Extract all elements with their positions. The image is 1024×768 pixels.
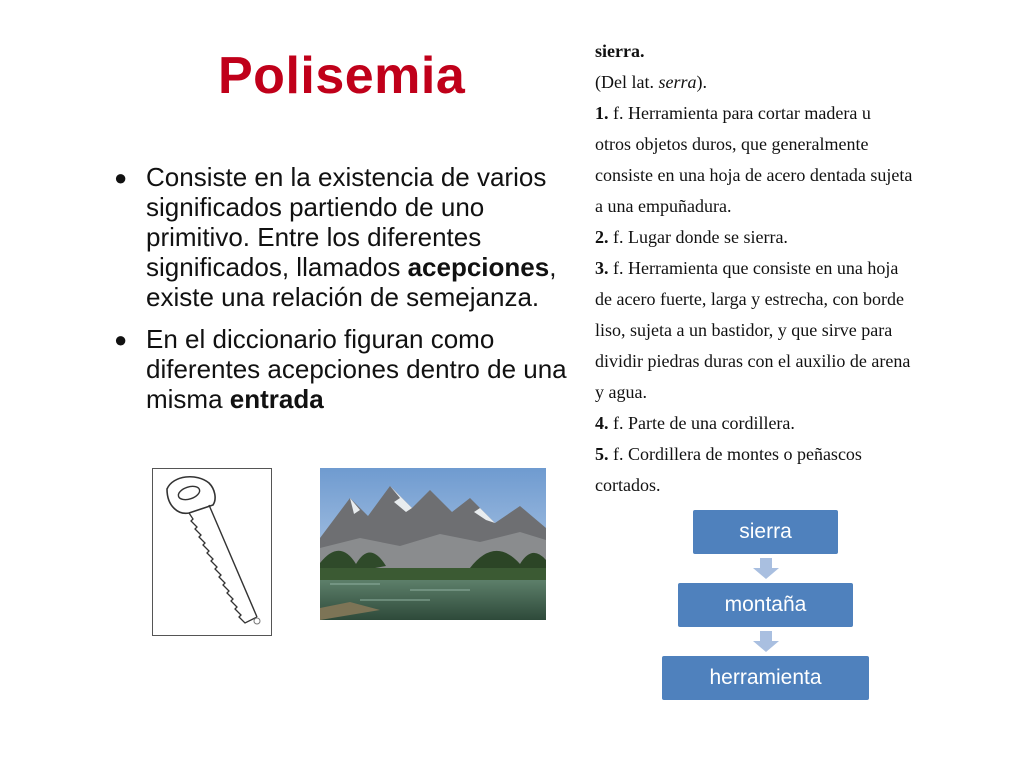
sense-number: 1.	[595, 103, 609, 123]
bullet-dot-icon: ●	[114, 165, 128, 190]
saw-image	[152, 468, 272, 636]
sense-number: 3.	[595, 258, 609, 278]
sense-3-cont: y agua.	[595, 382, 647, 402]
bullet-item	[112, 162, 574, 312]
bullet-text-bold: acepciones	[407, 252, 550, 282]
sense-1-cont: otros objetos duros, que generalmente	[595, 134, 869, 154]
sense-3-cont: dividir piedras duras con el auxilio de arena	[595, 351, 911, 371]
flow-box-sierra: sierra	[693, 510, 838, 554]
bullet-dot-icon: ●	[114, 327, 128, 352]
etymology-pre: (Del lat.	[595, 72, 659, 92]
saw-icon	[153, 469, 271, 635]
sense-1-cont: a una empuñadura.	[595, 196, 732, 216]
etymology-word: serra	[658, 72, 697, 92]
dictionary-entry	[595, 36, 1015, 501]
bullet-item	[112, 324, 574, 414]
etymology	[595, 67, 1015, 98]
sense-5-cont: cortados.	[595, 475, 661, 495]
sense-2	[595, 222, 1015, 253]
sense-3	[595, 253, 1015, 284]
flow-box-herramienta: herramienta	[662, 656, 869, 700]
mountain-photo	[320, 468, 546, 620]
down-arrow-icon	[752, 558, 780, 580]
sense-5	[595, 439, 1015, 470]
sense-text: f. Lugar donde se sierra.	[608, 227, 788, 247]
sense-4	[595, 408, 1015, 439]
bullet-text-pre: Consiste en la existencia de varios significados partiendo de uno primitivo. Entre los diferentes significados, llamados	[146, 162, 547, 282]
down-arrow-icon	[752, 631, 780, 653]
headword	[595, 36, 1015, 67]
flow-box-montana: montaña	[678, 583, 853, 627]
bullet-list	[112, 162, 574, 426]
sense-3-cont: liso, sujeta a un bastidor, y que sirve para	[595, 320, 893, 340]
sense-number: 2.	[595, 227, 609, 247]
sense-3-cont: de acero fuerte, larga y estrecha, con borde	[595, 289, 904, 309]
slide-title: Polisemia	[218, 47, 466, 105]
mountain-lake-icon	[320, 468, 546, 620]
sense-text: f. Herramienta que consiste en una hoja	[608, 258, 899, 278]
sense-text: f. Parte de una cordillera.	[608, 413, 795, 433]
sense-number: 4.	[595, 413, 609, 433]
sense-text: f. Cordillera de montes o peñascos	[608, 444, 862, 464]
bullet-text-pre: En el diccionario figuran como diferentes acepciones dentro de una misma	[146, 324, 567, 414]
bullet-text-bold: entrada	[229, 384, 324, 414]
sense-text: f. Herramienta para cortar madera u	[608, 103, 871, 123]
bullet-text-post: , existe una relación de semejanza.	[146, 252, 557, 312]
sense-number: 5.	[595, 444, 609, 464]
sense-1-cont: consiste en una hoja de acero dentada sujeta	[595, 165, 913, 185]
etymology-post: ).	[696, 72, 707, 92]
headword-text: sierra.	[595, 41, 645, 61]
sense-1	[595, 98, 1015, 129]
